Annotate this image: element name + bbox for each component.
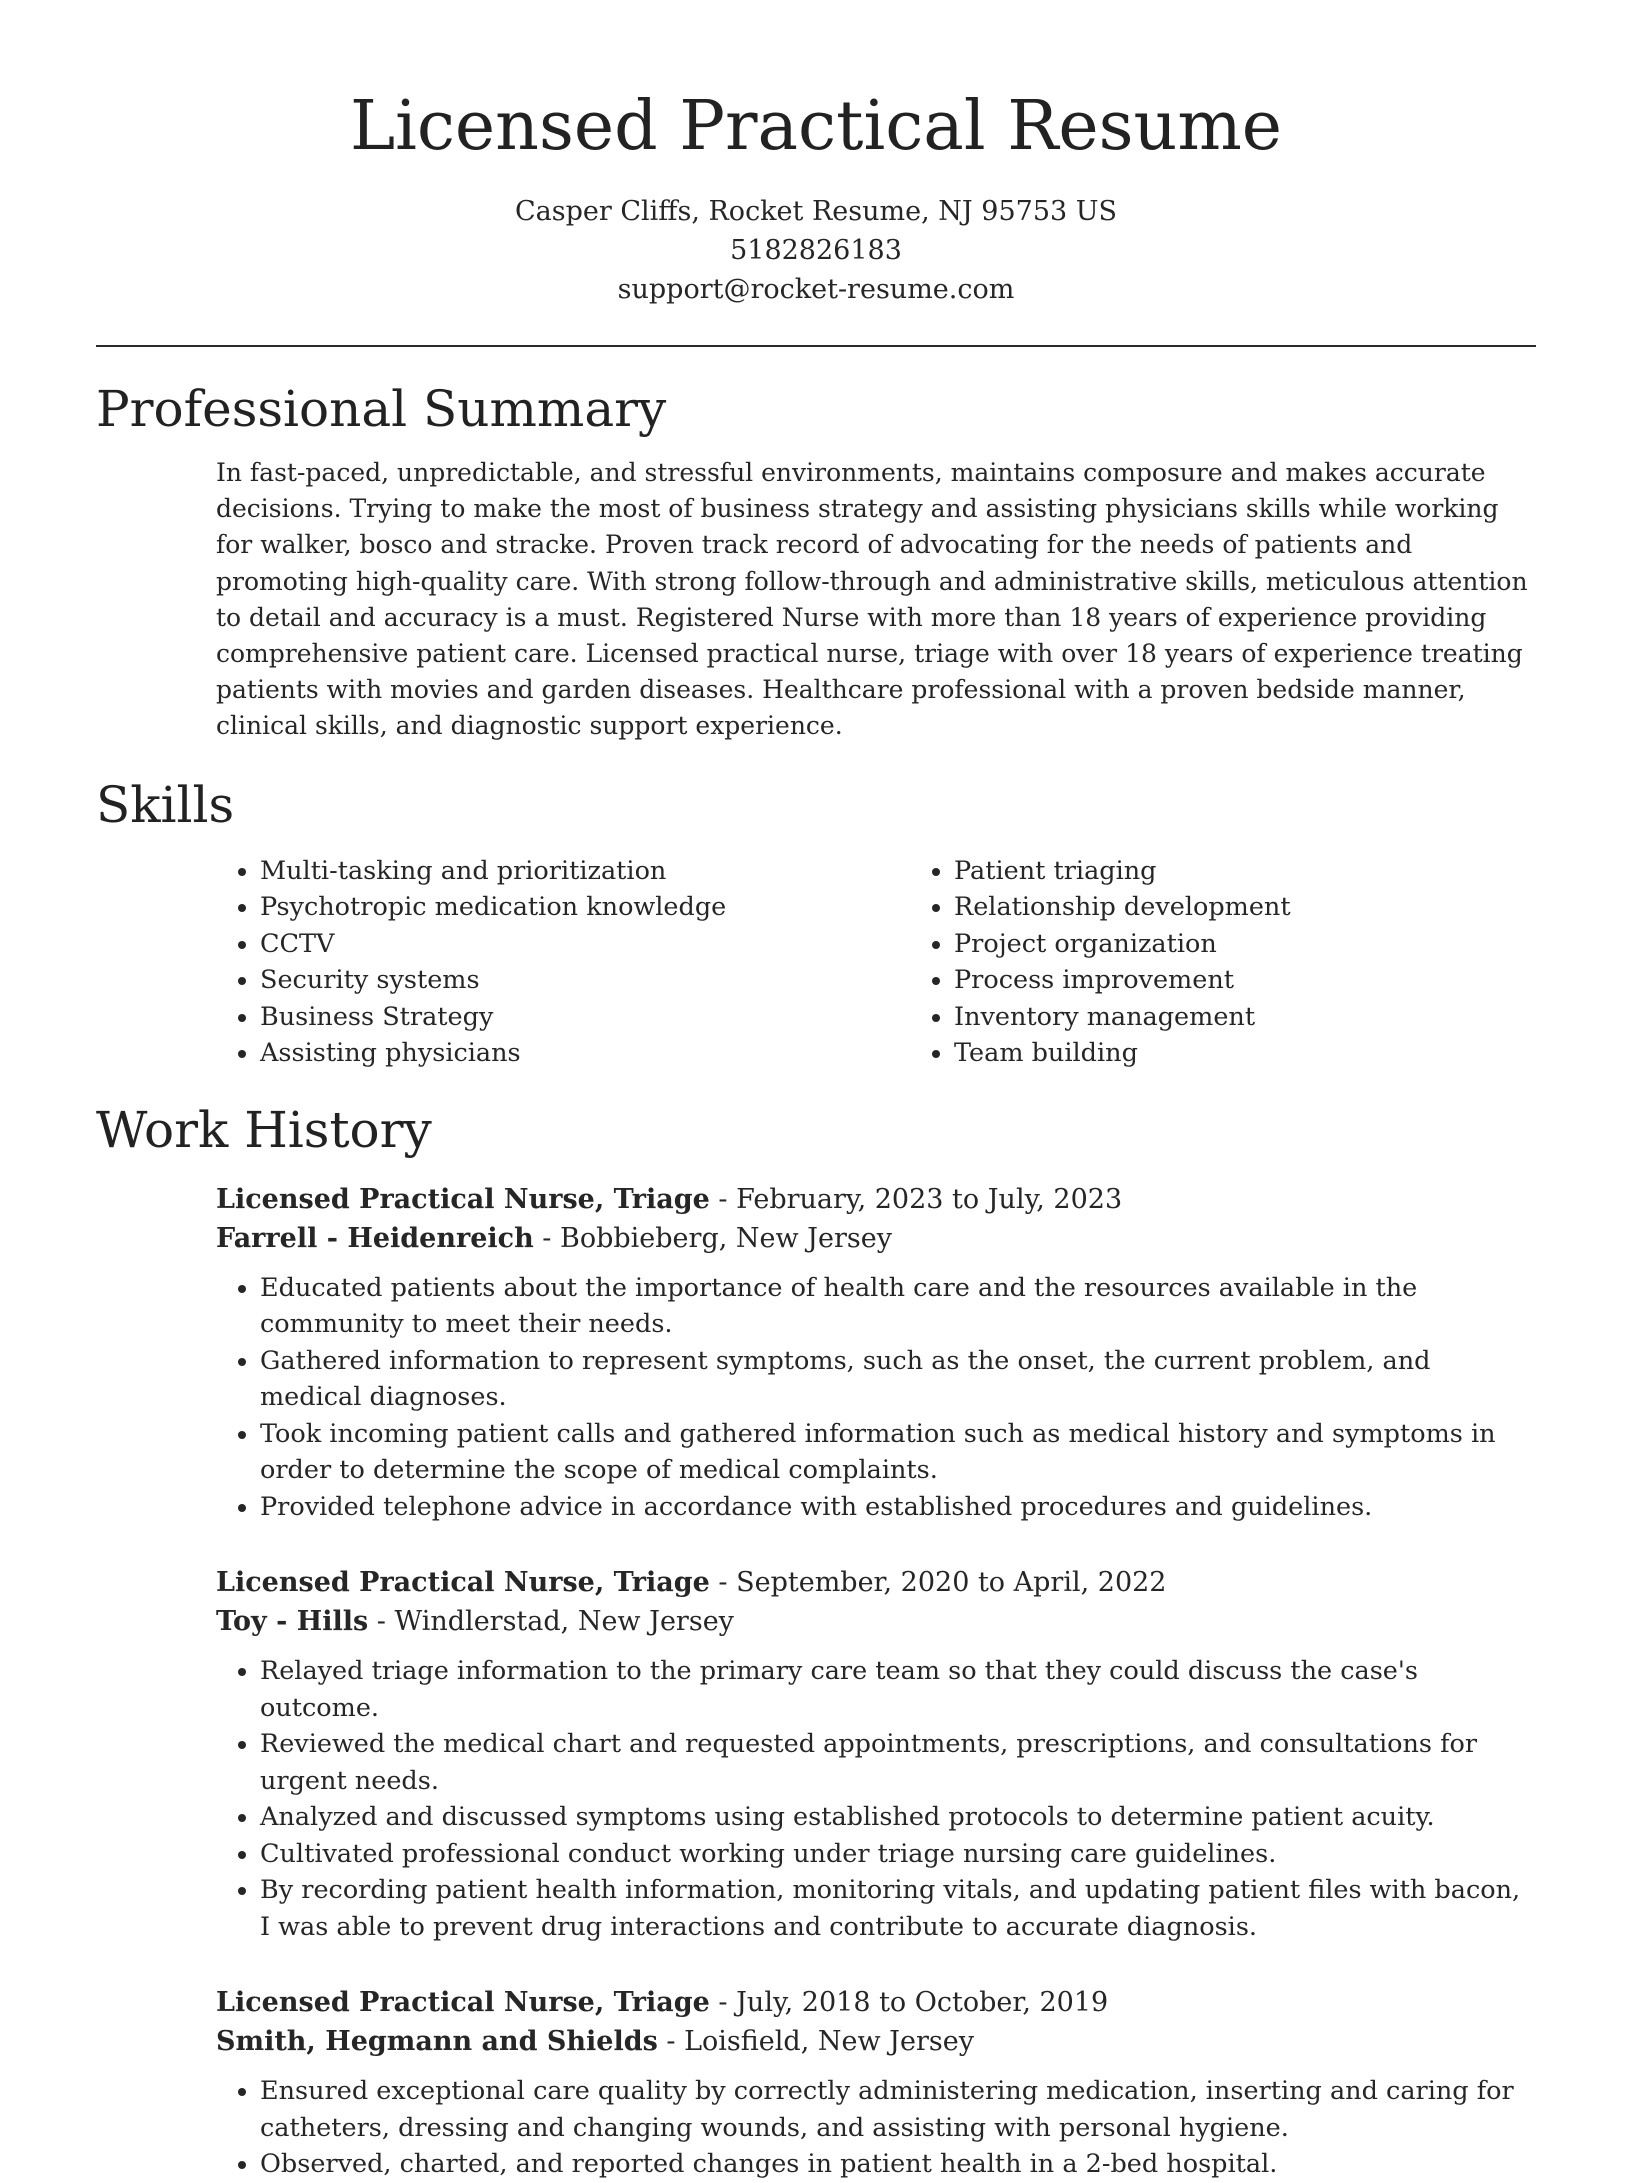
resume-header bbox=[96, 0, 1536, 309]
summary-text: In fast-paced, unpredictable, and stressful environments, maintains composure and makes accurate decisions. Trying to make the most of business strategy and assisting physicians skills while working for walker, bosco and stracke. Proven track record of advocating for the needs of patients and promoting high-quality care. With strong follow-through and administrative skills, meticulous attention to detail and accuracy is a must. Registered Nurse with more than 18 years of experience providing comprehensive patient care. Licensed practical nurse, triage with over 18 years of experience treating patients with movies and garden diseases. Healthcare professional with a proven bedside manner, clinical skills, and diagnostic support experience. bbox=[216, 458, 1528, 741]
job-duty: • Took incoming patient calls and gathered information such as medical history and symptoms in order to determine the scope of medical complaints. bbox=[260, 1416, 1536, 1489]
skill-item: • Inventory management bbox=[954, 999, 1536, 1036]
job-duties bbox=[216, 2073, 1536, 2183]
skill-item: • Relationship development bbox=[954, 889, 1536, 926]
skills-heading: Skills bbox=[96, 775, 235, 834]
job-title: Licensed Practical Nurse, Triage bbox=[216, 1987, 710, 2019]
job-title-line bbox=[216, 1180, 1536, 1219]
job-duty: • Gathered information to represent symptoms, such as the onset, the current problem, and medical diagnoses. bbox=[260, 1343, 1536, 1416]
job-dates: - July, 2018 to October, 2019 bbox=[709, 1987, 1109, 2019]
skills-list bbox=[216, 853, 1536, 1072]
contact-info bbox=[96, 192, 1536, 309]
job-location: - Windlerstad, New Jersey bbox=[368, 1606, 734, 1638]
job-duty: • Analyzed and discussed symptoms using established protocols to determine patient acuity. bbox=[260, 1799, 1536, 1836]
job-duty: • Provided telephone advice in accordance with established procedures and guidelines. bbox=[260, 1489, 1536, 1526]
skills-column-right bbox=[910, 853, 1536, 1072]
skill-item: • Assisting physicians bbox=[260, 1035, 910, 1072]
job-location: - Loisfield, New Jersey bbox=[657, 2026, 974, 2058]
skill-item: • Business Strategy bbox=[260, 999, 910, 1036]
job-title-line bbox=[216, 1563, 1536, 1602]
skill-item: • Psychotropic medication knowledge bbox=[260, 889, 910, 926]
skill-item: • Patient triaging bbox=[954, 853, 1536, 890]
job-company: Toy - Hills bbox=[216, 1606, 369, 1638]
job-duty: • Educated patients about the importance of health care and the resources available in the community to meet their needs. bbox=[260, 1270, 1536, 1343]
skill-item: • Process improvement bbox=[954, 962, 1536, 999]
job-employer-line bbox=[216, 2022, 1536, 2061]
email-address: support@rocket-resume.com bbox=[617, 274, 1015, 305]
skill-item: • Project organization bbox=[954, 926, 1536, 963]
job-entry bbox=[216, 1180, 1536, 1526]
job-duties bbox=[216, 1270, 1536, 1526]
job-location: - Bobbieberg, New Jersey bbox=[533, 1222, 892, 1254]
page-title: Licensed Practical Resume bbox=[349, 87, 1283, 166]
job-employer-line bbox=[216, 1219, 1536, 1258]
job-entry bbox=[216, 1983, 1536, 2183]
job-duty: • Cultivated professional conduct working under triage nursing care guidelines. bbox=[260, 1836, 1536, 1873]
job-duty: • Relayed triage information to the primary care team so that they could discuss the case's outcome. bbox=[260, 1653, 1536, 1726]
address: Casper Cliffs, Rocket Resume, NJ 95753 US bbox=[514, 196, 1118, 227]
job-duty: • By recording patient health information, monitoring vitals, and updating patient files with bacon, I was able to prevent drug interactions and contribute to accurate diagnosis. bbox=[260, 1872, 1536, 1945]
job-company: Farrell - Heidenreich bbox=[216, 1222, 534, 1254]
phone-number: 5182826183 bbox=[730, 235, 902, 266]
skill-item: • Multi-tasking and prioritization bbox=[260, 853, 910, 890]
job-duty: • Reviewed the medical chart and requested appointments, prescriptions, and consultations for urgent needs. bbox=[260, 1726, 1536, 1799]
job-duty: • Ensured exceptional care quality by correctly administering medication, inserting and caring for catheters, dressing and changing wounds, and assisting with personal hygiene. bbox=[260, 2073, 1536, 2146]
job-employer-line bbox=[216, 1602, 1536, 1641]
job-duty: • Observed, charted, and reported changes in patient health in a 2-bed hospital. bbox=[260, 2146, 1536, 2183]
header-divider bbox=[96, 345, 1536, 347]
job-title: Licensed Practical Nurse, Triage bbox=[216, 1183, 710, 1215]
job-duties bbox=[216, 1653, 1536, 1945]
job-company: Smith, Hegmann and Shields bbox=[216, 2026, 658, 2058]
job-entry bbox=[216, 1563, 1536, 1945]
skill-item: • Security systems bbox=[260, 962, 910, 999]
skills-column-left bbox=[216, 853, 910, 1072]
skill-item: • CCTV bbox=[260, 926, 910, 963]
job-title-line bbox=[216, 1983, 1536, 2022]
summary-heading: Professional Summary bbox=[96, 380, 667, 438]
job-dates: - February, 2023 to July, 2023 bbox=[709, 1183, 1123, 1215]
work-history-heading: Work History bbox=[96, 1100, 432, 1159]
skill-item: • Team building bbox=[954, 1035, 1536, 1072]
job-dates: - September, 2020 to April, 2022 bbox=[709, 1567, 1167, 1599]
job-title: Licensed Practical Nurse, Triage bbox=[216, 1567, 710, 1599]
